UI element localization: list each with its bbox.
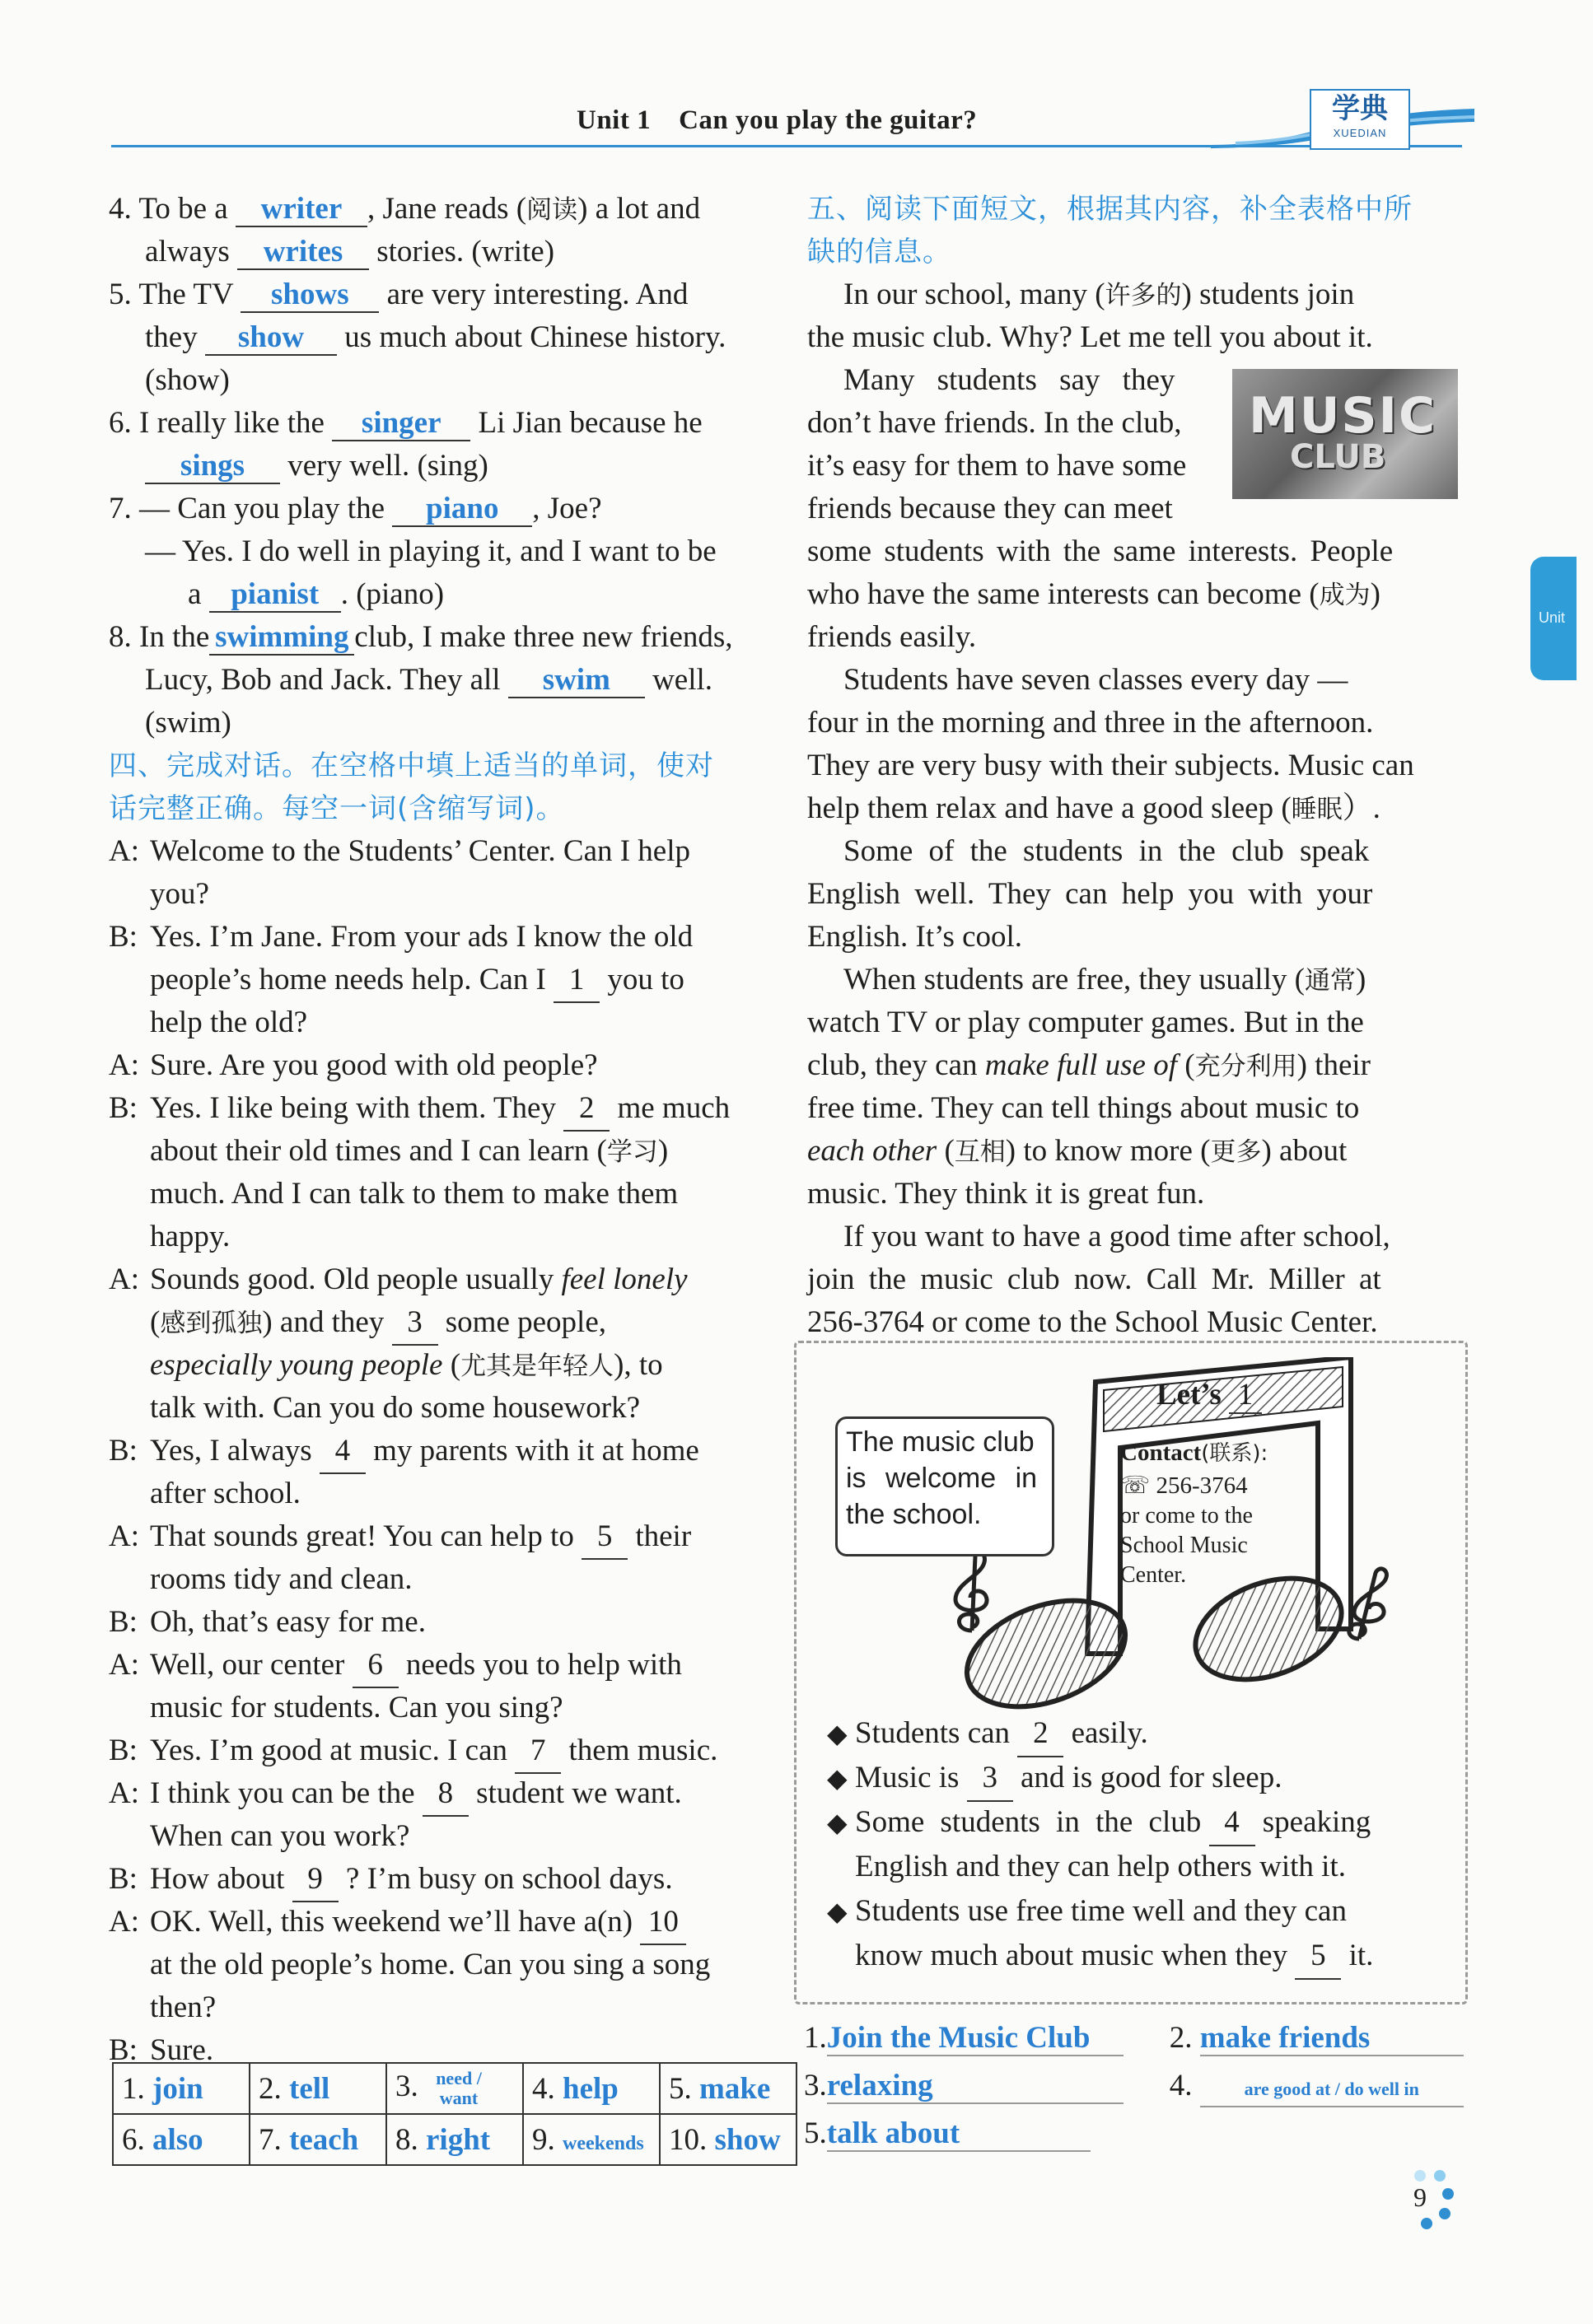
passage-line: some students with the same interests. People — [807, 534, 1394, 568]
dialogue-line: much. And I can talk to them to make them — [150, 1177, 679, 1211]
diamond-bullet-icon: ◆ — [827, 1719, 848, 1748]
dialogue-line: B: Yes. I’m good at music. I can 7 them music. — [109, 1729, 768, 1772]
passage-line: friends because they can meet — [807, 492, 1173, 525]
dialogue-line: about their old times and I can learn (学习) — [150, 1134, 669, 1168]
list-item: ◆ Students can 2 easily. — [827, 1711, 1453, 1756]
answer-cell: 2. tell — [250, 2063, 386, 2114]
answer-cell: 9. weekends — [523, 2114, 660, 2165]
dialogue-line: (感到孤独) and they 3 some people, — [109, 1301, 768, 1344]
dialogue-line: A: Sure. Are you good with old people? — [109, 1044, 768, 1087]
speaker-label: A: — [109, 1648, 139, 1682]
dialogue-line: happy. — [150, 1220, 231, 1253]
dialogue-line: B: Yes. I’m Jane. From your ads I know the old — [109, 916, 768, 959]
dialogue-line: music for students. Can you sing? — [150, 1691, 563, 1724]
q6-line1: 6. I really like the singer Li Jian because he — [109, 406, 703, 440]
speaker-label: B: — [109, 1862, 138, 1896]
dialogue-line: then? — [150, 1990, 217, 2024]
section4-answer-table — [112, 2062, 797, 2166]
speaker-label: B: — [109, 1091, 138, 1125]
dialogue-line: especially young people (尤其是年轻人), to — [150, 1348, 663, 1382]
music-club-image: MUSIC CLUB — [1232, 369, 1458, 499]
passage-line: friends easily. — [807, 620, 977, 654]
dialogue-line: B: Yes, I always 4 my parents with it at home — [109, 1430, 768, 1472]
speaker-label: B: — [109, 1605, 138, 1639]
treble-clef-icon — [947, 1548, 997, 1639]
speaker-label: A: — [109, 1905, 139, 1939]
diamond-bullet-icon: ◆ — [827, 1763, 848, 1793]
dialogue-line: A: That sounds great! You can help to 5 their — [109, 1515, 768, 1558]
dialogue — [109, 830, 768, 2072]
diamond-bullet-icon: ◆ — [827, 1897, 848, 1926]
answer-cell: 7. teach — [250, 2114, 386, 2165]
section4-title-line2: 话完整正确。每空一词(含缩写词)。 — [109, 792, 565, 825]
answer-row — [113, 2063, 796, 2114]
dialogue-line: When can you work? — [150, 1819, 410, 1853]
diamond-bullet-icon: ◆ — [827, 1808, 848, 1837]
answer-writer: writer — [236, 193, 367, 227]
unit-title: Can you play the guitar? — [679, 105, 978, 135]
poster-bullet-list — [827, 1711, 1453, 1978]
passage-line: each other (互相) to know more (更多) about — [807, 1134, 1348, 1168]
answer-line: 3.relaxing 4. are good at / do well in — [804, 2062, 1464, 2110]
blank-2: 2 — [563, 1087, 610, 1132]
answer-swimming: swimming — [209, 621, 354, 656]
passage-p2: Many students say they — [843, 363, 1175, 397]
q4-line1: 4. To be a writer , Jane reads (阅读) a lot and — [109, 192, 701, 226]
section5-title: 五、阅读下面短文，根据其内容，补全表格中所 — [807, 193, 1413, 226]
list-item-cont: English and they can help others with it. — [855, 1850, 1346, 1883]
q8-line1: 8. In the swimming club, I make three new friends, — [109, 620, 733, 654]
q4-line2: always writes stories. (write) — [145, 235, 555, 268]
answer-show: show — [205, 321, 337, 356]
list-item-cont: know much about music when they 5 it. — [827, 1934, 1453, 1978]
poster-title: Let’s 1 — [1156, 1377, 1262, 1414]
q5-line2: they show us much about Chinese history. — [145, 320, 726, 354]
dialogue-line: B: Sure. — [109, 2029, 768, 2072]
dialogue-line: A: Sounds good. Old people usually feel lonely — [109, 1258, 768, 1301]
header-rule — [111, 145, 1462, 147]
blank-4: 4 — [320, 1430, 366, 1474]
speech-bubble: The music club is welcome in the school. — [835, 1416, 1054, 1556]
blank-1: 1 — [1229, 1377, 1262, 1414]
speaker-label: A: — [109, 1048, 139, 1082]
passage-line: help them relax and have a good sleep (睡眠）. — [807, 791, 1380, 825]
phone-icon: ☏ — [1120, 1471, 1151, 1499]
dialogue-line: B: Yes. I like being with them. They 2 me much — [109, 1087, 768, 1130]
answer-line: 5.talk about — [804, 2110, 1464, 2158]
passage-line: English well. They can help you with your — [807, 877, 1373, 911]
q7-line3: a pianist . (piano) — [188, 577, 445, 611]
blank-10: 10 — [640, 1901, 686, 1945]
passage-line: don’t have friends. In the club, — [807, 406, 1182, 440]
answer-shows: shows — [241, 278, 379, 313]
passage-line: the music club. Why? Let me tell you about it. — [807, 320, 1373, 354]
q8-line2: Lucy, Bob and Jack. They all swim well. — [145, 663, 713, 697]
left-column — [109, 188, 768, 2072]
passage-line: English. It’s cool. — [807, 920, 1023, 954]
passage-line: free time. They can tell things about music to — [807, 1091, 1360, 1125]
speaker-label: B: — [109, 1734, 138, 1767]
speaker-label: A: — [109, 1776, 139, 1810]
publisher-logo — [1310, 89, 1410, 150]
answer-singer: singer — [332, 407, 470, 441]
speaker-label: B: — [109, 1434, 138, 1468]
blank-8: 8 — [423, 1772, 469, 1817]
speaker-label: B: — [109, 920, 138, 954]
section5-answers — [804, 2014, 1464, 2158]
answer-cell: 10. show — [660, 2114, 796, 2165]
passage-line: 256-3764 or come to the School Music Center. — [807, 1305, 1378, 1339]
dialogue-line: at the old people’s home. Can you sing a song — [150, 1948, 711, 1981]
answer-cell: 3. need / want — [386, 2063, 523, 2114]
dialogue-line: A: I think you can be the 8 student we want. — [109, 1772, 768, 1815]
dialogue-line: people’s home needs help. Can I 1 you to — [109, 959, 768, 1001]
answer-cell: 4. help — [523, 2063, 660, 2114]
dialogue-line: B: Oh, that’s easy for me. — [109, 1601, 768, 1644]
blank-1: 1 — [554, 959, 600, 1003]
answer-cell: 5. make — [660, 2063, 796, 2114]
list-item: ◆ Music is 3 and is good for sleep. — [827, 1756, 1453, 1800]
passage-line: club, they can make full use of (充分利用) their — [807, 1048, 1371, 1082]
blank-9: 9 — [292, 1858, 339, 1902]
q8-line3: (swim) — [145, 706, 231, 740]
dialogue-line: help the old? — [150, 1006, 308, 1039]
answer-pianist: pianist — [209, 578, 341, 613]
passage-line: watch TV or play computer games. But in the — [807, 1006, 1364, 1039]
speaker-label: A: — [109, 834, 139, 868]
dialogue-line: after school. — [150, 1477, 301, 1510]
passage-line: it’s easy for them to have some — [807, 449, 1187, 483]
treble-clef-icon — [1343, 1565, 1400, 1647]
blank-7: 7 — [515, 1729, 561, 1774]
dialogue-line: B: How about 9 ? I’m busy on school days. — [109, 1858, 768, 1901]
page-number: 9 — [1413, 2182, 1427, 2212]
contact-box: Contact(联系): ☏ 256-3764 or come to the School Music Center. — [1120, 1440, 1268, 1588]
dialogue-line: rooms tidy and clean. — [150, 1562, 413, 1596]
dialogue-line: A: Welcome to the Students’ Center. Can I help — [109, 830, 768, 873]
dialogue-line: you? — [150, 877, 209, 911]
answer-line: 1.Join the Music Club 2. make friends — [804, 2014, 1464, 2062]
logo-text: 学典 — [1332, 92, 1388, 125]
q6-line2: sings very well. (sing) — [109, 445, 768, 488]
passage-p1: In our school, many (许多的) students join — [843, 278, 1355, 311]
answer-cell: 8. right — [386, 2114, 523, 2165]
page-header-title — [577, 105, 977, 136]
answer-sings: sings — [145, 450, 280, 484]
right-column — [807, 188, 1466, 1344]
speaker-label: B: — [109, 2033, 138, 2067]
list-item: ◆ Students use free time well and they can — [827, 1889, 1453, 1934]
dialogue-line: talk with. Can you do some housework? — [150, 1391, 640, 1425]
q7-line2: — Yes. I do well in playing it, and I want to be — [145, 534, 717, 568]
answer-cell: 6. also — [113, 2114, 250, 2165]
answer-row — [113, 2114, 796, 2165]
answer-cell: 1. join — [113, 2063, 250, 2114]
answer-piano: piano — [392, 492, 532, 527]
passage-p5: When students are free, they usually (通常) — [843, 963, 1366, 996]
passage-p3: Students have seven classes every day — — [843, 663, 1348, 697]
blank-3: 3 — [392, 1301, 438, 1346]
passage-p4: Some of the students in the club speak — [843, 834, 1370, 868]
q5-line1: 5. The TV shows are very interesting. And — [109, 278, 689, 311]
unit-label: Unit 1 — [577, 105, 652, 135]
passage-line: who have the same interests can become (成为) — [807, 577, 1380, 611]
list-item: ◆ Some students in the club 4 speaking — [827, 1800, 1453, 1845]
dialogue-line: A: Well, our center 6 needs you to help with — [109, 1644, 768, 1687]
passage-line: join the music club now. Call Mr. Miller at — [807, 1262, 1381, 1296]
answer-writes: writes — [237, 236, 369, 270]
passage-p6: If you want to have a good time after school, — [843, 1220, 1390, 1253]
passage-line: music. They think it is great fun. — [807, 1177, 1205, 1211]
section4-title: 四、完成对话。在空格中填上适当的单词，使对 — [109, 749, 714, 782]
logo-subtext: XUEDIAN — [1333, 127, 1387, 139]
q5-line3: (show) — [145, 363, 230, 397]
answer-swim: swim — [508, 664, 645, 698]
passage-line: They are very busy with their subjects. Music can — [807, 749, 1414, 782]
section5-title-line2: 缺的信息。 — [807, 236, 951, 268]
blank-6: 6 — [353, 1644, 399, 1688]
dialogue-line: A: OK. Well, this weekend we’ll have a(n) 10 — [109, 1901, 768, 1944]
q7-line1: 7. — Can you play the piano , Joe? — [109, 492, 602, 525]
side-tab-label: Unit — [1539, 609, 1566, 626]
side-unit-tab — [1530, 557, 1577, 680]
blank-5: 5 — [582, 1515, 628, 1560]
passage-line: four in the morning and three in the afternoon. — [807, 706, 1374, 740]
speaker-label: A: — [109, 1262, 139, 1296]
speaker-label: A: — [109, 1519, 139, 1553]
